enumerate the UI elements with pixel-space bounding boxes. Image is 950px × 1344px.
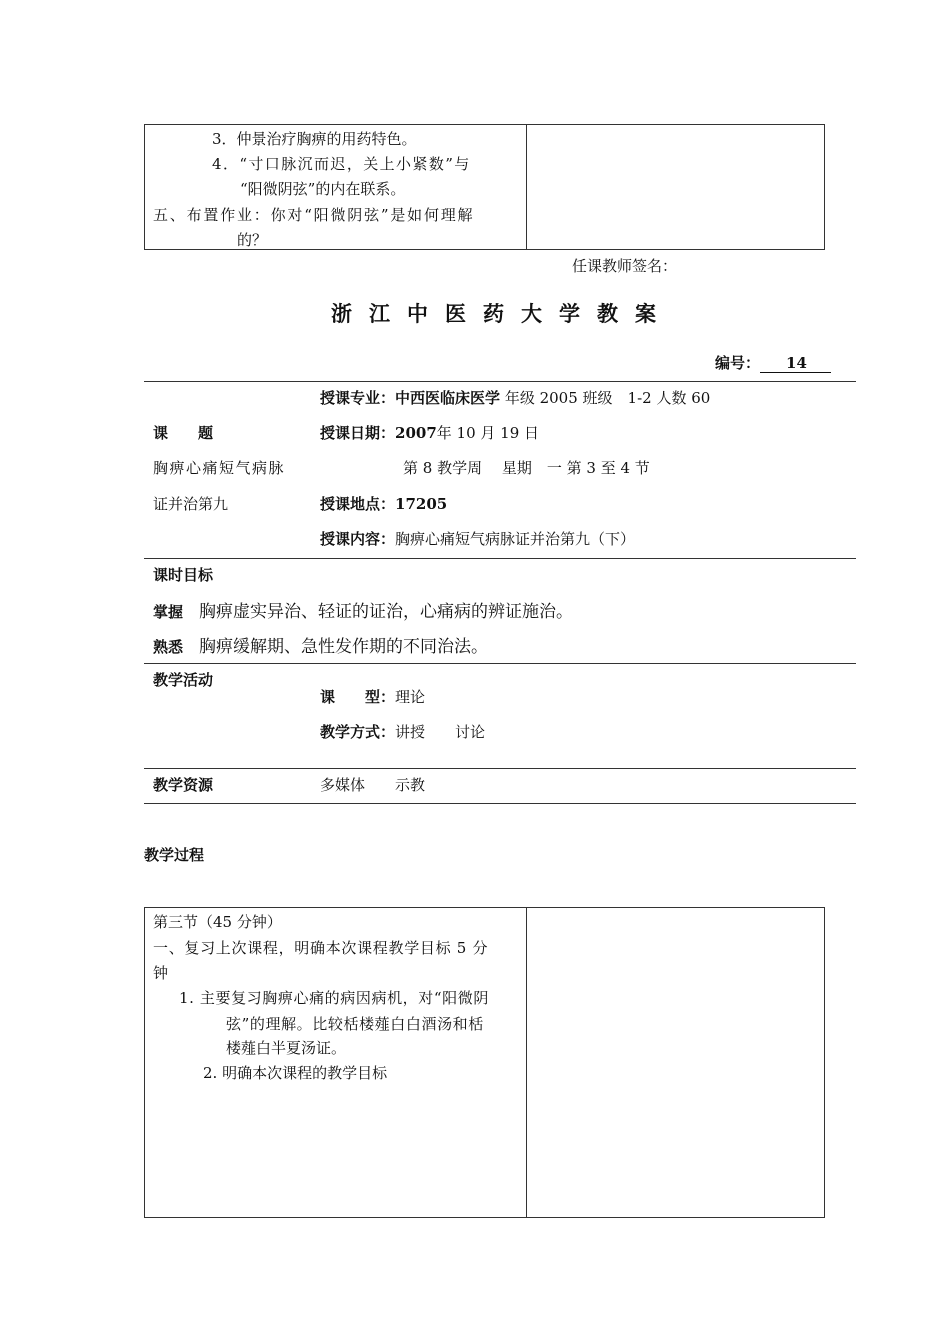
bottom-table-line-1: 第三节（45 分钟） — [153, 913, 282, 931]
major-label: 授课专业： — [320, 389, 396, 407]
bottom-table-line-3: 钟 — [153, 964, 169, 982]
master-label: 掌握 — [153, 603, 184, 621]
topic-label: 课 题 — [153, 424, 214, 442]
top-table-line-5: 的？ — [237, 231, 268, 249]
activities-heading: 教学活动 — [153, 671, 214, 689]
date-row — [320, 422, 539, 443]
place-value: 17205 — [395, 495, 448, 513]
content-row — [320, 528, 635, 549]
number-label: 编号： — [715, 354, 761, 372]
date-year: 2007 — [395, 424, 437, 442]
method-row — [320, 721, 485, 742]
bottom-table-divider — [526, 907, 527, 1218]
method-label: 教学方式： — [320, 723, 396, 741]
content-value: 胸痹心痛短气病脉证并治第九（下） — [395, 530, 636, 548]
bottom-table-line-4: 1. 主要复习胸痹心痛的病因病机，对“阳微阴 — [179, 989, 489, 1007]
bottom-table-line-6: 楼薤白半夏汤证。 — [226, 1039, 347, 1057]
divider — [144, 768, 856, 769]
major-row — [320, 387, 710, 408]
bottom-table-line-5: 弦”的理解。比较栝楼薤白白酒汤和栝 — [226, 1015, 484, 1033]
top-table-line-4: 五、布置作业：你对“阳微阴弦”是如何理解 — [153, 206, 475, 224]
bottom-table-line-7: 2. 明确本次课程的教学目标 — [203, 1064, 388, 1082]
top-table-line-3: “阳微阴弦”的内在联系。 — [240, 180, 406, 198]
familiar-label: 熟悉 — [153, 638, 184, 656]
place-label: 授课地点： — [320, 495, 396, 513]
objectives-heading: 课时目标 — [153, 566, 214, 584]
type-value: 理论 — [395, 688, 426, 706]
date-rest: 年 10 月 19 日 — [436, 424, 540, 442]
topic-line-2: 证并治第九 — [153, 495, 229, 513]
type-label: 课 型： — [320, 688, 396, 706]
place-row — [320, 493, 447, 514]
divider — [144, 558, 856, 559]
date-label: 授课日期： — [320, 424, 396, 442]
divider — [144, 803, 856, 804]
resources-value: 多媒体 示教 — [320, 776, 426, 794]
content-label: 授课内容： — [320, 530, 396, 548]
master-row — [153, 597, 573, 622]
familiar-row — [153, 632, 488, 657]
number-row — [715, 352, 831, 373]
grade-text: 年级 2005 班级 1-2 人数 60 — [504, 389, 711, 407]
top-table-line-1: 3．仲景治疗胸痹的用药特色。 — [212, 130, 417, 148]
familiar-text: 胸痹缓解期、急性发作期的不同治法。 — [199, 637, 489, 657]
resources-heading: 教学资源 — [153, 776, 214, 794]
process-heading: 教学过程 — [144, 846, 205, 864]
top-table-line-2: 4．“寸口脉沉而迟，关上小紧数”与 — [212, 155, 471, 173]
signature-label: 任课教师签名： — [572, 257, 678, 275]
method-value: 讲授 讨论 — [395, 723, 486, 741]
number-value: 14 — [760, 355, 831, 373]
master-text: 胸痹虚实异治、轻证的证治，心痛病的辨证施治。 — [199, 602, 574, 622]
divider — [144, 381, 856, 382]
divider — [144, 663, 856, 664]
topic-line-1: 胸痹心痛短气病脉 — [153, 459, 286, 477]
type-row — [320, 686, 425, 707]
top-table-divider — [526, 124, 527, 250]
major-value: 中西医临床医学 — [395, 389, 501, 407]
bottom-table-line-2: 一、复习上次课程，明确本次课程教学目标 5 分 — [153, 939, 489, 957]
page-title: 浙江中医药大学教案 — [331, 301, 673, 326]
week-text: 第 8 教学周 星期 一 第 3 至 4 节 — [403, 459, 650, 477]
